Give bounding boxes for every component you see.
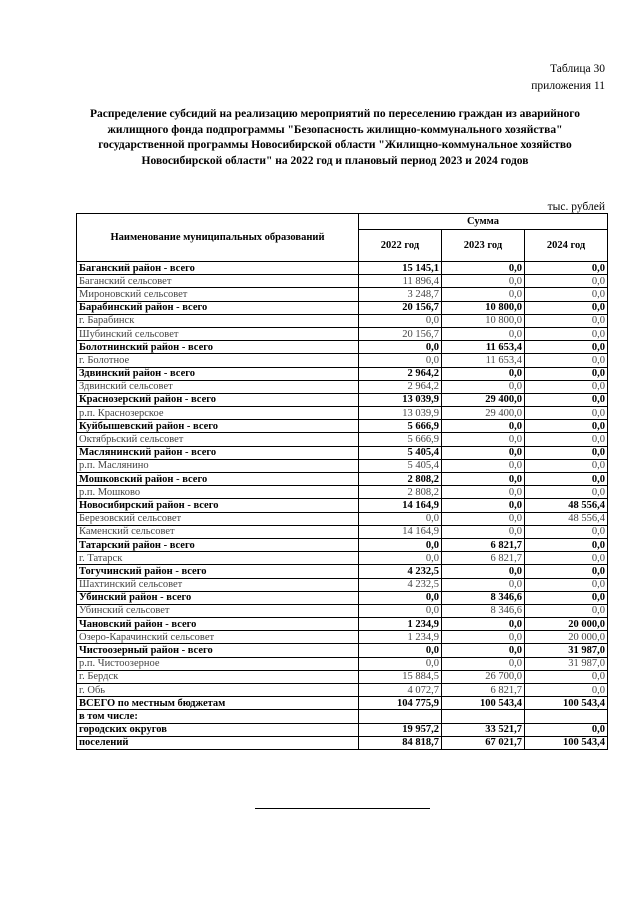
value-2023: 8 346,6 bbox=[442, 591, 525, 604]
row-name: Шахтинский сельсовет bbox=[77, 578, 359, 591]
value-2024: 31 987,0 bbox=[525, 657, 608, 670]
row-name: Чановский район - всего bbox=[77, 618, 359, 631]
value-2022: 11 896,4 bbox=[359, 275, 442, 288]
row-name: Куйбышевский район - всего bbox=[77, 420, 359, 433]
value-2024: 0,0 bbox=[525, 565, 608, 578]
row-name: в том числе: bbox=[77, 710, 359, 723]
value-2023: 0,0 bbox=[442, 459, 525, 472]
value-2022: 4 072,7 bbox=[359, 684, 442, 697]
value-2024: 0,0 bbox=[525, 301, 608, 314]
value-2024: 48 556,4 bbox=[525, 512, 608, 525]
value-2023: 0,0 bbox=[442, 565, 525, 578]
value-2024: 0,0 bbox=[525, 578, 608, 591]
value-2022: 14 164,9 bbox=[359, 525, 442, 538]
value-2023: 6 821,7 bbox=[442, 552, 525, 565]
value-2023: 0,0 bbox=[442, 631, 525, 644]
value-2023: 11 653,4 bbox=[442, 341, 525, 354]
row-name: Чистоозерный район - всего bbox=[77, 644, 359, 657]
value-2022: 5 666,9 bbox=[359, 420, 442, 433]
value-2022: 0,0 bbox=[359, 644, 442, 657]
table-row bbox=[77, 380, 608, 393]
table-row bbox=[77, 512, 608, 525]
value-2024: 20 000,0 bbox=[525, 618, 608, 631]
value-2023: 0,0 bbox=[442, 512, 525, 525]
value-2023: 10 800,0 bbox=[442, 301, 525, 314]
value-2023: 0,0 bbox=[442, 578, 525, 591]
row-name: Мошковский район - всего bbox=[77, 473, 359, 486]
value-2024: 100 543,4 bbox=[525, 697, 608, 710]
value-2024: 0,0 bbox=[525, 367, 608, 380]
table-row bbox=[77, 578, 608, 591]
value-2024: 0,0 bbox=[525, 420, 608, 433]
table-row bbox=[77, 473, 608, 486]
row-name: Березовский сельсовет bbox=[77, 512, 359, 525]
table-row bbox=[77, 354, 608, 367]
row-name: Болотнинский район - всего bbox=[77, 341, 359, 354]
value-2024: 0,0 bbox=[525, 433, 608, 446]
value-2022: 84 818,7 bbox=[359, 736, 442, 749]
value-2022: 5 666,9 bbox=[359, 433, 442, 446]
value-2022 bbox=[359, 710, 442, 723]
table-row bbox=[77, 604, 608, 617]
value-2024: 0,0 bbox=[525, 446, 608, 459]
row-name: Убинский сельсовет bbox=[77, 604, 359, 617]
value-2024: 0,0 bbox=[525, 473, 608, 486]
column-header-2023: 2023 год bbox=[442, 229, 525, 261]
table-row bbox=[77, 538, 608, 551]
value-2022: 2 964,2 bbox=[359, 367, 442, 380]
value-2024: 0,0 bbox=[525, 670, 608, 683]
row-name: р.п. Мошково bbox=[77, 486, 359, 499]
value-2022: 104 775,9 bbox=[359, 697, 442, 710]
value-2022: 13 039,9 bbox=[359, 407, 442, 420]
value-2022: 2 964,2 bbox=[359, 380, 442, 393]
value-2024: 0,0 bbox=[525, 380, 608, 393]
value-2023: 0,0 bbox=[442, 525, 525, 538]
value-2023: 6 821,7 bbox=[442, 538, 525, 551]
column-header-2024: 2024 год bbox=[525, 229, 608, 261]
value-2023: 8 346,6 bbox=[442, 604, 525, 617]
row-name: г. Татарск bbox=[77, 552, 359, 565]
value-2024 bbox=[525, 710, 608, 723]
row-name: городских округов bbox=[77, 723, 359, 736]
value-2022: 15 884,5 bbox=[359, 670, 442, 683]
value-2023: 26 700,0 bbox=[442, 670, 525, 683]
row-name: Озеро-Карачинский сельсовет bbox=[77, 631, 359, 644]
table-row bbox=[77, 565, 608, 578]
table-row bbox=[77, 446, 608, 459]
table-row bbox=[77, 670, 608, 683]
value-2023: 6 821,7 bbox=[442, 684, 525, 697]
value-2023: 29 400,0 bbox=[442, 407, 525, 420]
value-2023: 100 543,4 bbox=[442, 697, 525, 710]
value-2022: 1 234,9 bbox=[359, 631, 442, 644]
value-2024: 0,0 bbox=[525, 393, 608, 406]
value-2022: 13 039,9 bbox=[359, 393, 442, 406]
table-row bbox=[77, 327, 608, 340]
row-name: Баганский сельсовет bbox=[77, 275, 359, 288]
value-2022: 0,0 bbox=[359, 314, 442, 327]
row-name: Татарский район - всего bbox=[77, 538, 359, 551]
value-2024: 0,0 bbox=[525, 275, 608, 288]
value-2024: 48 556,4 bbox=[525, 499, 608, 512]
table-row bbox=[77, 367, 608, 380]
table-row bbox=[77, 552, 608, 565]
value-2024: 0,0 bbox=[525, 314, 608, 327]
value-2022: 20 156,7 bbox=[359, 301, 442, 314]
value-2024: 0,0 bbox=[525, 341, 608, 354]
table-row bbox=[77, 684, 608, 697]
value-2024: 0,0 bbox=[525, 407, 608, 420]
table-row bbox=[77, 644, 608, 657]
table-row bbox=[77, 393, 608, 406]
value-2023: 0,0 bbox=[442, 657, 525, 670]
value-2023: 0,0 bbox=[442, 288, 525, 301]
value-2024: 0,0 bbox=[525, 552, 608, 565]
row-name: г. Обь bbox=[77, 684, 359, 697]
value-2023: 0,0 bbox=[442, 327, 525, 340]
column-header-2022: 2022 год bbox=[359, 229, 442, 261]
row-name: Барабинский район - всего bbox=[77, 301, 359, 314]
value-2024: 0,0 bbox=[525, 288, 608, 301]
row-name: Каменский сельсовет bbox=[77, 525, 359, 538]
value-2024: 31 987,0 bbox=[525, 644, 608, 657]
value-2022: 5 405,4 bbox=[359, 446, 442, 459]
value-2022: 0,0 bbox=[359, 604, 442, 617]
table-row bbox=[77, 420, 608, 433]
value-2022: 4 232,5 bbox=[359, 565, 442, 578]
value-2022: 0,0 bbox=[359, 552, 442, 565]
row-name: р.п. Чистоозерное bbox=[77, 657, 359, 670]
row-name: поселений bbox=[77, 736, 359, 749]
table-row bbox=[77, 486, 608, 499]
row-name: Тогучинский район - всего bbox=[77, 565, 359, 578]
table-row bbox=[77, 657, 608, 670]
row-name: Здвинский сельсовет bbox=[77, 380, 359, 393]
table-row bbox=[77, 697, 608, 710]
table-row bbox=[77, 433, 608, 446]
table-row bbox=[77, 591, 608, 604]
row-name: ВСЕГО по местным бюджетам bbox=[77, 697, 359, 710]
table-row bbox=[77, 723, 608, 736]
value-2024: 0,0 bbox=[525, 486, 608, 499]
row-name: Новосибирский район - всего bbox=[77, 499, 359, 512]
value-2023 bbox=[442, 710, 525, 723]
row-name: г. Болотное bbox=[77, 354, 359, 367]
value-2022: 4 232,5 bbox=[359, 578, 442, 591]
value-2022: 0,0 bbox=[359, 512, 442, 525]
value-2022: 20 156,7 bbox=[359, 327, 442, 340]
value-2023: 0,0 bbox=[442, 262, 525, 275]
value-2024: 0,0 bbox=[525, 723, 608, 736]
row-name: г. Барабинск bbox=[77, 314, 359, 327]
value-2022: 14 164,9 bbox=[359, 499, 442, 512]
table-row bbox=[77, 341, 608, 354]
value-2023: 0,0 bbox=[442, 275, 525, 288]
value-2024: 0,0 bbox=[525, 459, 608, 472]
table-row bbox=[77, 736, 608, 749]
value-2022: 2 808,2 bbox=[359, 473, 442, 486]
row-name: Краснозерский район - всего bbox=[77, 393, 359, 406]
table-row bbox=[77, 301, 608, 314]
value-2023: 0,0 bbox=[442, 380, 525, 393]
appendix-label: приложения 11 bbox=[531, 80, 605, 92]
value-2023: 67 021,7 bbox=[442, 736, 525, 749]
value-2022: 19 957,2 bbox=[359, 723, 442, 736]
row-name: г. Бердск bbox=[77, 670, 359, 683]
value-2024: 0,0 bbox=[525, 525, 608, 538]
column-header-name: Наименование муниципальных образований bbox=[77, 214, 359, 262]
table-row bbox=[77, 314, 608, 327]
row-name: Шубинский сельсовет bbox=[77, 327, 359, 340]
units-label: тыс. рублей bbox=[547, 201, 605, 213]
row-name: Здвинский район - всего bbox=[77, 367, 359, 380]
value-2024: 0,0 bbox=[525, 684, 608, 697]
table-row bbox=[77, 262, 608, 275]
value-2023: 0,0 bbox=[442, 486, 525, 499]
value-2023: 0,0 bbox=[442, 618, 525, 631]
row-name: Маслянинский район - всего bbox=[77, 446, 359, 459]
row-name: Мироновский сельсовет bbox=[77, 288, 359, 301]
row-name: Баганский район - всего bbox=[77, 262, 359, 275]
value-2022: 5 405,4 bbox=[359, 459, 442, 472]
table-row bbox=[77, 459, 608, 472]
value-2024: 0,0 bbox=[525, 538, 608, 551]
value-2023: 0,0 bbox=[442, 420, 525, 433]
row-name: р.п. Маслянино bbox=[77, 459, 359, 472]
value-2024: 0,0 bbox=[525, 591, 608, 604]
value-2024: 100 543,4 bbox=[525, 736, 608, 749]
value-2022: 1 234,9 bbox=[359, 618, 442, 631]
value-2023: 0,0 bbox=[442, 433, 525, 446]
value-2023: 0,0 bbox=[442, 367, 525, 380]
value-2022: 15 145,1 bbox=[359, 262, 442, 275]
value-2023: 0,0 bbox=[442, 446, 525, 459]
value-2023: 0,0 bbox=[442, 499, 525, 512]
value-2023: 29 400,0 bbox=[442, 393, 525, 406]
value-2023: 0,0 bbox=[442, 473, 525, 486]
value-2022: 0,0 bbox=[359, 657, 442, 670]
value-2022: 0,0 bbox=[359, 341, 442, 354]
value-2023: 33 521,7 bbox=[442, 723, 525, 736]
value-2024: 0,0 bbox=[525, 262, 608, 275]
value-2022: 0,0 bbox=[359, 354, 442, 367]
value-2023: 0,0 bbox=[442, 644, 525, 657]
value-2022: 0,0 bbox=[359, 538, 442, 551]
value-2024: 0,0 bbox=[525, 354, 608, 367]
table-row bbox=[77, 275, 608, 288]
value-2023: 11 653,4 bbox=[442, 354, 525, 367]
value-2023: 10 800,0 bbox=[442, 314, 525, 327]
value-2024: 0,0 bbox=[525, 604, 608, 617]
row-name: р.п. Краснозерское bbox=[77, 407, 359, 420]
value-2024: 20 000,0 bbox=[525, 631, 608, 644]
table-row bbox=[77, 631, 608, 644]
column-header-sum: Сумма bbox=[359, 214, 608, 230]
table-row bbox=[77, 525, 608, 538]
document-title: Распределение субсидий на реализацию мероприятий по переселению граждан из аварийного жилищного фонда подпрограммы "Безопасность жилищно-коммунального хозяйства" государственной программы Новосибирской области "Жилищно-коммунальное хозяйство Новосибирской области" на 2022 год и плановый период 2023 и 2024 годов bbox=[90, 108, 580, 167]
footer-divider bbox=[255, 808, 430, 809]
value-2024: 0,0 bbox=[525, 327, 608, 340]
subsidy-table bbox=[76, 213, 608, 750]
table-body bbox=[77, 262, 608, 750]
value-2022: 0,0 bbox=[359, 591, 442, 604]
table-row bbox=[77, 618, 608, 631]
table-number: Таблица 30 bbox=[550, 63, 605, 75]
table-row bbox=[77, 710, 608, 723]
table-row bbox=[77, 499, 608, 512]
table-row bbox=[77, 288, 608, 301]
row-name: Убинский район - всего bbox=[77, 591, 359, 604]
value-2022: 2 808,2 bbox=[359, 486, 442, 499]
value-2022: 3 248,7 bbox=[359, 288, 442, 301]
table-row bbox=[77, 407, 608, 420]
row-name: Октябрьский сельсовет bbox=[77, 433, 359, 446]
